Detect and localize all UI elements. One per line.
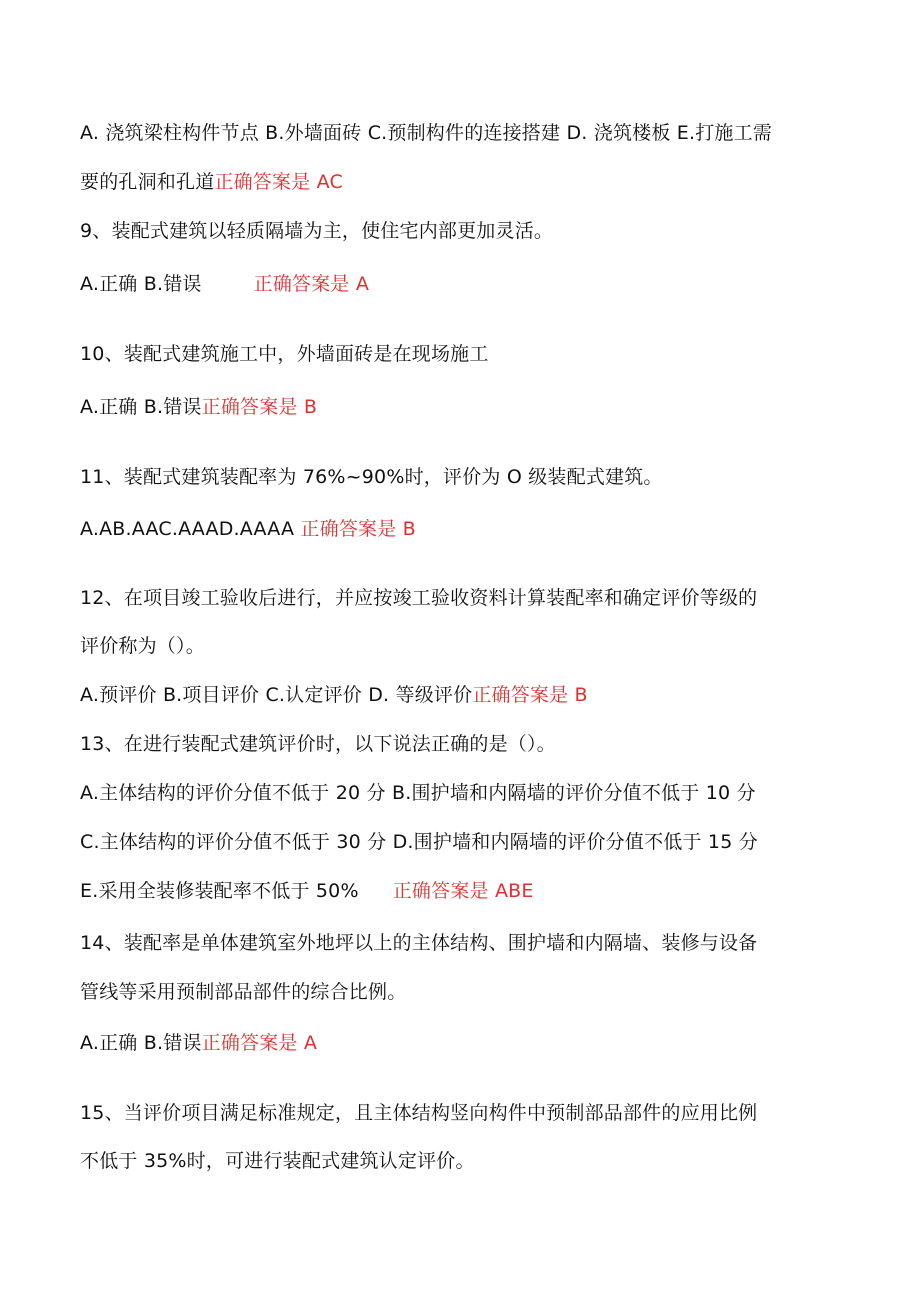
q14-answer: 正确答案是 A [201, 1032, 318, 1054]
q10-options: A.正确 B.错误正确答案是 B [80, 396, 318, 418]
q11-question: 11、装配式建筑装配率为 76%~90%时，评价为 O 级装配式建筑。 [80, 466, 663, 488]
q11-options: A.AB.AAC.AAAD.AAAA 正确答案是 B [80, 518, 416, 540]
q15-question-line2: 不低于 35%时，可进行装配式建筑认定评价。 [80, 1150, 475, 1172]
q8-options-line2: 要的孔洞和孔道正确答案是 AC [80, 171, 343, 193]
q11-answer: 正确答案是 B [300, 518, 416, 540]
q13-option-line3: E.采用全装修装配率不低于 50% 正确答案是 ABE [80, 880, 534, 902]
q13-option-line2: C.主体结构的评价分值不低于 30 分 D.围护墙和内隔墙的评价分值不低于 15 分 [80, 831, 758, 853]
q8-answer: 正确答案是 AC [214, 171, 343, 193]
q12-question-line2: 评价称为（）。 [80, 635, 205, 657]
q9-answer: 正确答案是 A [253, 273, 370, 295]
q14-question-line1: 14、装配率是单体建筑室外地坪以上的主体结构、围护墙和内隔墙、装修与设备 [80, 932, 758, 954]
q12-question-line1: 12、在项目竣工验收后进行，并应按竣工验收资料计算装配率和确定评价等级的 [80, 587, 758, 609]
q14-options: A.正确 B.错误正确答案是 A [80, 1032, 318, 1054]
q14-question-line2: 管线等采用预制部品部件的综合比例。 [80, 981, 407, 1003]
q10-answer: 正确答案是 B [201, 396, 318, 418]
q8-options-line1: A. 浇筑梁柱构件节点 B.外墙面砖 C.预制构件的连接搭建 D. 浇筑楼板 E.打施工需 [80, 122, 773, 144]
q12-answer: 正确答案是 B [472, 684, 588, 706]
q13-question: 13、在进行装配式建筑评价时，以下说法正确的是（）。 [80, 733, 556, 755]
q9-question: 9、装配式建筑以轻质隔墙为主，使住宅内部更加灵活。 [80, 220, 554, 242]
q13-answer: 正确答案是 ABE [392, 880, 534, 902]
q12-options: A.预评价 B.项目评价 C.认定评价 D. 等级评价正确答案是 B [80, 684, 588, 706]
q13-option-line1: A.主体结构的评价分值不低于 20 分 B.围护墙和内隔墙的评价分值不低于 10 分 [80, 782, 756, 804]
q10-question: 10、装配式建筑施工中，外墙面砖是在现场施工 [80, 343, 489, 365]
q15-question-line1: 15、当评价项目满足标准规定，且主体结构竖向构件中预制部品部件的应用比例 [80, 1102, 758, 1124]
q9-options: A.正确 B.错误 正确答案是 A [80, 273, 370, 295]
